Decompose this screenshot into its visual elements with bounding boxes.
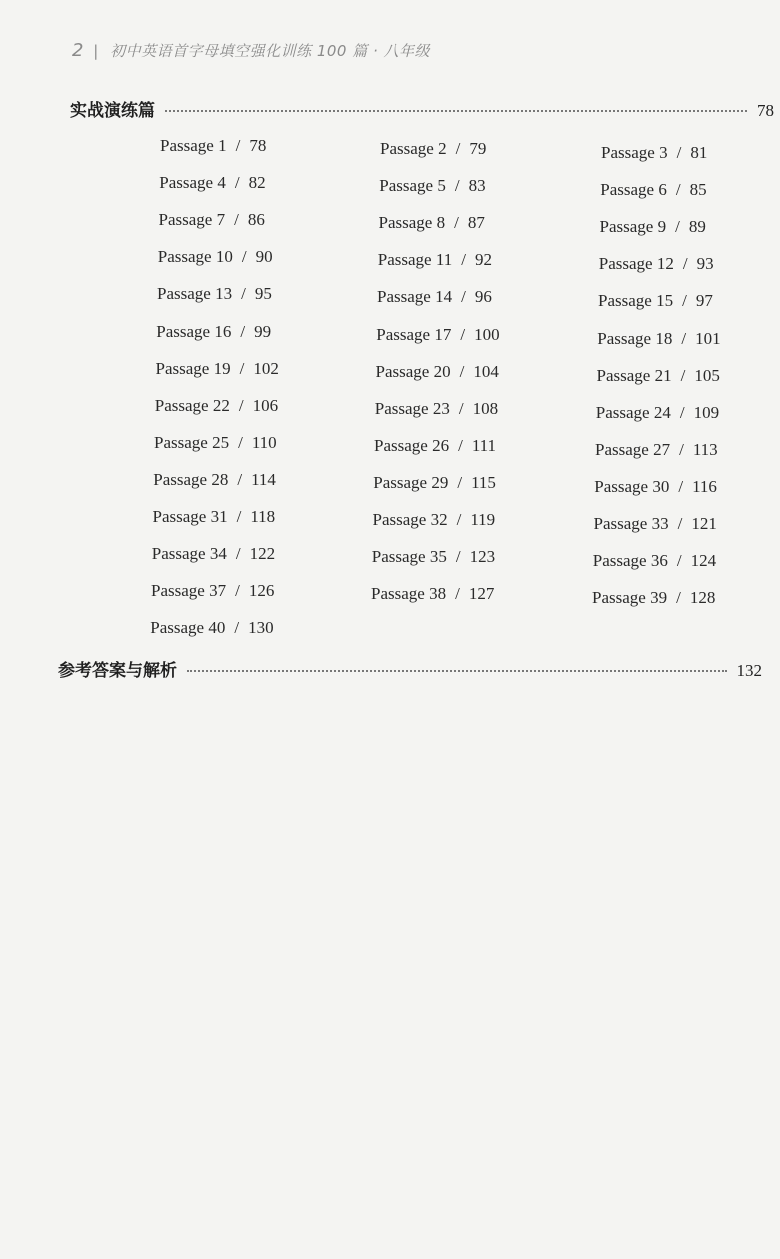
toc-entry[interactable] bbox=[151, 581, 274, 601]
entry-separator: / bbox=[461, 250, 466, 270]
entry-page-number: 96 bbox=[474, 287, 492, 307]
entry-page-number: 104 bbox=[473, 361, 499, 381]
entry-separator: / bbox=[458, 435, 463, 455]
page-header bbox=[72, 40, 430, 61]
entry-separator: / bbox=[681, 328, 687, 348]
entry-page-number: 116 bbox=[692, 476, 717, 496]
entry-separator: / bbox=[455, 584, 460, 604]
entry-page-number: 113 bbox=[692, 439, 718, 459]
entry-separator: / bbox=[675, 180, 681, 200]
entry-page-number: 130 bbox=[248, 618, 274, 638]
entry-label: Passage 5 bbox=[379, 176, 446, 196]
section-title: 参考答案与解析 bbox=[58, 661, 177, 681]
entry-separator: / bbox=[234, 210, 239, 230]
entry-label: Passage 3 bbox=[601, 143, 668, 162]
entry-page-number: 86 bbox=[247, 210, 265, 230]
toc-entry[interactable] bbox=[373, 510, 496, 530]
entry-label: Passage 34 bbox=[151, 544, 227, 564]
toc-entry[interactable] bbox=[375, 399, 498, 419]
entry-separator: / bbox=[675, 217, 680, 237]
entry-page-number: 78 bbox=[249, 136, 267, 155]
entry-label: Passage 1 bbox=[160, 136, 227, 155]
toc-entry[interactable] bbox=[598, 291, 713, 311]
toc-entry[interactable] bbox=[600, 217, 706, 237]
toc-entry[interactable] bbox=[372, 547, 495, 567]
entry-separator: / bbox=[238, 395, 244, 415]
entry-page-number: 95 bbox=[254, 284, 272, 304]
entry-label: Passage 16 bbox=[156, 321, 232, 341]
dotted-leader bbox=[187, 670, 727, 672]
entry-label: Passage 37 bbox=[151, 581, 227, 601]
entry-label: Passage 18 bbox=[597, 328, 673, 348]
entry-label: Passage 28 bbox=[153, 469, 229, 489]
toc-entry[interactable] bbox=[597, 329, 720, 349]
entry-page-number: 93 bbox=[696, 254, 714, 274]
entry-page-number: 82 bbox=[248, 173, 266, 193]
entry-label: Passage 29 bbox=[373, 472, 449, 492]
entry-page-number: 124 bbox=[690, 551, 717, 571]
entry-separator: / bbox=[682, 291, 687, 311]
entry-separator: / bbox=[454, 213, 459, 233]
entry-label: Passage 17 bbox=[376, 324, 452, 344]
entry-page-number: 101 bbox=[695, 328, 721, 348]
entry-page-number: 111 bbox=[471, 435, 497, 455]
entry-label: Passage 12 bbox=[598, 254, 674, 274]
entry-label: Passage 27 bbox=[595, 439, 671, 459]
entry-separator: / bbox=[676, 551, 682, 571]
entry-separator: / bbox=[680, 365, 686, 385]
toc-entry[interactable] bbox=[153, 507, 276, 527]
toc-entry[interactable] bbox=[594, 514, 717, 534]
entry-label: Passage 4 bbox=[159, 173, 226, 193]
entry-page-number: 90 bbox=[255, 247, 273, 267]
entry-label: Passage 20 bbox=[375, 361, 451, 381]
toc-entry[interactable] bbox=[596, 403, 719, 423]
toc-entry[interactable] bbox=[380, 139, 486, 159]
entry-label: Passage 32 bbox=[372, 510, 448, 529]
entry-separator: / bbox=[235, 136, 241, 155]
entry-page-number: 123 bbox=[469, 547, 496, 567]
entry-page-number: 108 bbox=[472, 398, 499, 418]
entry-separator: / bbox=[235, 544, 241, 564]
entry-separator: / bbox=[241, 284, 246, 304]
entry-label: Passage 22 bbox=[154, 395, 230, 415]
entry-page-number: 81 bbox=[690, 143, 708, 162]
entry-label: Passage 15 bbox=[598, 291, 674, 311]
entry-label: Passage 24 bbox=[595, 402, 671, 422]
entry-page-number: 100 bbox=[474, 324, 500, 344]
toc-entry[interactable] bbox=[378, 250, 492, 270]
entry-separator: / bbox=[240, 321, 246, 341]
toc-entry[interactable] bbox=[376, 362, 499, 382]
header-separator: | bbox=[93, 42, 99, 60]
entry-label: Passage 6 bbox=[600, 180, 667, 200]
entry-label: Passage 10 bbox=[157, 247, 233, 267]
toc-entry[interactable] bbox=[379, 176, 485, 196]
toc-entry[interactable] bbox=[594, 477, 717, 497]
entry-page-number: 115 bbox=[471, 472, 496, 492]
entry-label: Passage 23 bbox=[374, 398, 450, 418]
toc-entry[interactable] bbox=[152, 544, 275, 564]
entry-separator: / bbox=[679, 402, 685, 422]
entry-page-number: 118 bbox=[250, 507, 276, 526]
toc-entry[interactable] bbox=[595, 440, 718, 460]
entry-label: Passage 7 bbox=[158, 210, 226, 230]
entry-separator: / bbox=[682, 254, 688, 274]
toc-entry[interactable] bbox=[371, 584, 494, 604]
entry-label: Passage 21 bbox=[596, 365, 672, 385]
entry-separator: / bbox=[677, 514, 683, 533]
entry-label: Passage 11 bbox=[377, 250, 453, 270]
toc-entry[interactable] bbox=[160, 136, 266, 156]
toc-entry[interactable] bbox=[601, 143, 707, 163]
entry-separator: / bbox=[460, 324, 466, 344]
entry-separator: / bbox=[456, 510, 462, 529]
toc-entry[interactable] bbox=[159, 173, 265, 193]
toc-entry[interactable] bbox=[374, 436, 496, 456]
entry-separator: / bbox=[455, 547, 461, 567]
dotted-leader bbox=[165, 110, 747, 112]
entry-page-number: 109 bbox=[693, 402, 720, 422]
entry-page-number: 102 bbox=[253, 358, 279, 378]
entry-page-number: 121 bbox=[691, 514, 717, 533]
section-title: 实战演练篇 bbox=[70, 101, 155, 121]
book-title: 初中英语首字母填空强化训练 100 篇 · 八年级 bbox=[110, 42, 431, 60]
entry-label: Passage 9 bbox=[599, 217, 667, 237]
toc-entry[interactable] bbox=[153, 470, 276, 490]
toc-entry[interactable] bbox=[592, 588, 715, 608]
entry-label: Passage 8 bbox=[378, 213, 446, 233]
entry-page-number: 97 bbox=[695, 291, 713, 311]
entry-label: Passage 30 bbox=[594, 476, 670, 496]
entry-separator: / bbox=[679, 439, 684, 459]
toc-entry[interactable] bbox=[377, 287, 492, 307]
toc-entry[interactable] bbox=[379, 213, 485, 233]
entry-separator: / bbox=[461, 287, 466, 307]
entry-page-number: 89 bbox=[688, 217, 706, 237]
header-page-number: 2 bbox=[72, 40, 84, 61]
toc-entry[interactable] bbox=[155, 396, 278, 416]
entry-separator: / bbox=[454, 176, 460, 196]
entry-separator: / bbox=[676, 588, 681, 608]
toc-entry[interactable] bbox=[156, 322, 271, 342]
entry-label: Passage 19 bbox=[155, 358, 231, 378]
entry-label: Passage 33 bbox=[593, 514, 669, 533]
entry-page-number: 83 bbox=[468, 176, 486, 196]
toc-entry[interactable] bbox=[600, 180, 706, 200]
entry-page-number: 79 bbox=[469, 139, 487, 158]
toc-entry[interactable] bbox=[376, 325, 499, 345]
entry-separator: / bbox=[238, 432, 243, 452]
entry-label: Passage 31 bbox=[152, 507, 228, 526]
entry-label: Passage 13 bbox=[157, 284, 233, 304]
entry-separator: / bbox=[234, 173, 240, 193]
entry-separator: / bbox=[678, 476, 684, 496]
entry-label: Passage 14 bbox=[377, 287, 453, 307]
entry-page-number: 106 bbox=[252, 395, 279, 415]
toc-entry[interactable] bbox=[158, 247, 273, 267]
toc-entry[interactable] bbox=[159, 210, 265, 230]
entry-page-number: 105 bbox=[694, 365, 720, 385]
toc-entry[interactable] bbox=[156, 359, 279, 379]
section-page-number: 78 bbox=[757, 101, 774, 120]
entry-page-number: 128 bbox=[689, 588, 716, 608]
entry-separator: / bbox=[237, 469, 243, 489]
entry-page-number: 99 bbox=[254, 321, 272, 341]
entry-separator: / bbox=[458, 398, 464, 418]
entry-separator: / bbox=[239, 358, 245, 378]
entry-page-number: 92 bbox=[474, 250, 492, 270]
toc-section-practice[interactable] bbox=[70, 96, 774, 121]
entry-page-number: 122 bbox=[249, 544, 276, 564]
entry-page-number: 126 bbox=[248, 581, 275, 601]
toc-entry[interactable] bbox=[150, 618, 273, 638]
entry-page-number: 87 bbox=[467, 213, 485, 233]
entry-page-number: 127 bbox=[468, 584, 495, 604]
entry-page-number: 85 bbox=[689, 180, 707, 200]
entry-page-number: 110 bbox=[251, 432, 277, 452]
entry-separator: / bbox=[457, 472, 463, 492]
entry-label: Passage 35 bbox=[371, 547, 447, 567]
entry-separator: / bbox=[459, 361, 465, 381]
toc-entry[interactable] bbox=[597, 366, 720, 386]
toc-section-answers[interactable] bbox=[58, 656, 762, 681]
toc-entry[interactable] bbox=[593, 551, 716, 571]
entry-label: Passage 26 bbox=[374, 435, 450, 455]
entry-label: Passage 2 bbox=[380, 139, 447, 158]
entry-label: Passage 25 bbox=[154, 432, 230, 452]
entry-separator: / bbox=[235, 581, 240, 601]
toc-entry[interactable] bbox=[154, 433, 277, 453]
entry-separator: / bbox=[676, 143, 682, 162]
entry-separator: / bbox=[236, 507, 242, 526]
entry-label: Passage 40 bbox=[150, 618, 226, 638]
toc-entry[interactable] bbox=[157, 284, 272, 304]
toc-entry[interactable] bbox=[373, 473, 496, 493]
entry-label: Passage 36 bbox=[592, 551, 668, 571]
entry-separator: / bbox=[234, 618, 240, 638]
toc-entry[interactable] bbox=[599, 254, 714, 274]
entry-separator: / bbox=[455, 139, 461, 158]
entry-page-number: 114 bbox=[251, 469, 276, 489]
section-page-number: 132 bbox=[736, 661, 762, 680]
entry-page-number: 119 bbox=[470, 510, 496, 529]
entry-separator: / bbox=[241, 247, 247, 267]
entry-label: Passage 38 bbox=[371, 584, 447, 604]
entry-label: Passage 39 bbox=[592, 588, 668, 608]
